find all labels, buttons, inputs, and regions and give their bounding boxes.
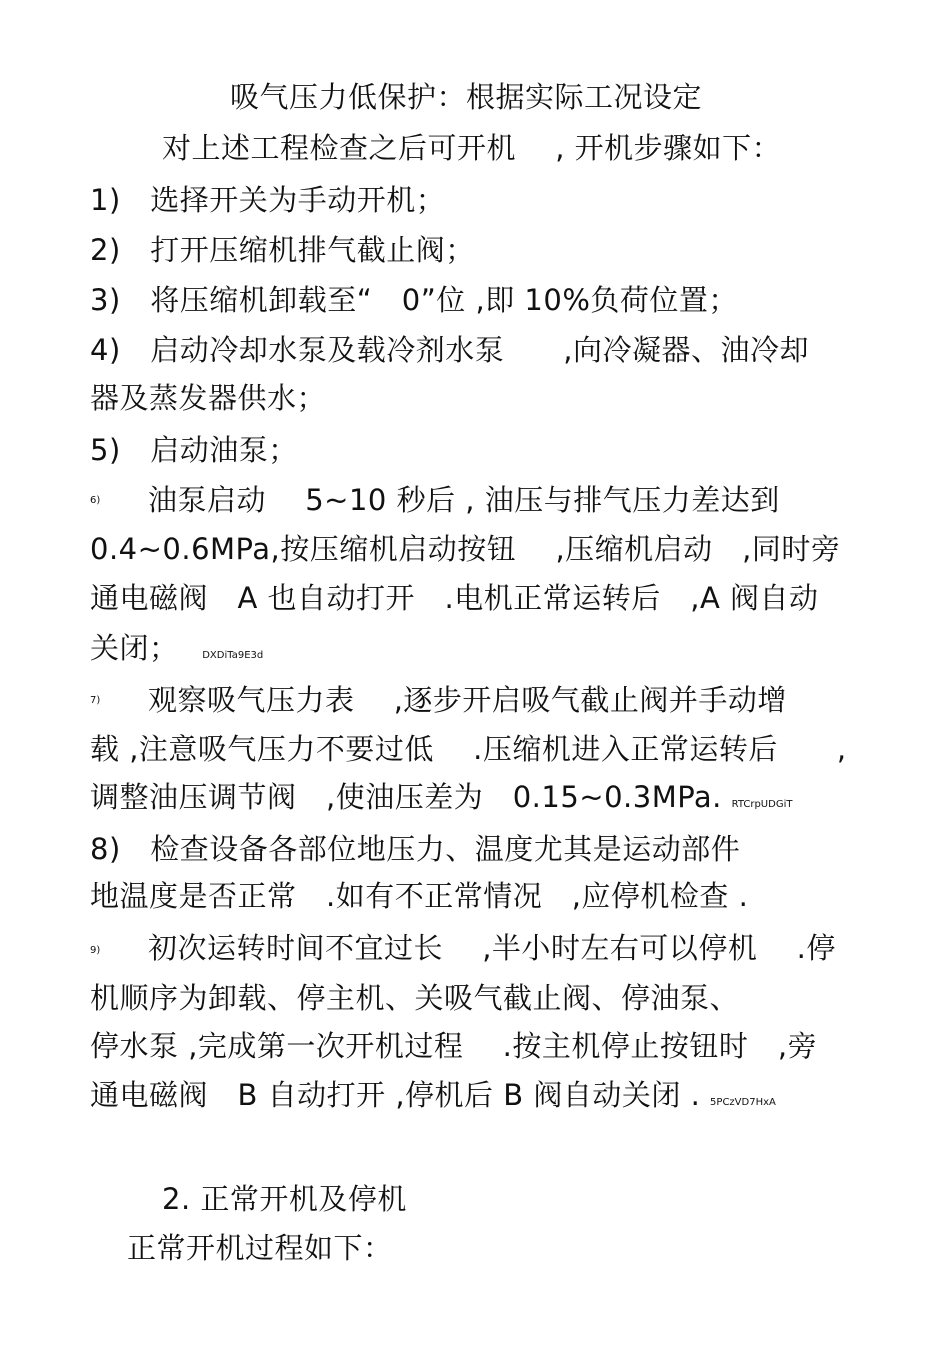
- step-3: 3) 将压缩机卸载至“ 0”位 ,即 10%负荷位置；: [90, 283, 738, 317]
- section-heading: 2. 正常开机及停机: [162, 1182, 407, 1216]
- step-6-text: 关闭；: [90, 631, 179, 665]
- step-7-line-3: [90, 779, 792, 823]
- step-6-code: DXDiTa9E3d: [202, 650, 264, 661]
- step-8-line-1: 8) 检查设备各部位地压力、温度尤其是运动部件: [90, 832, 741, 866]
- step-9-line-1: 初次运转时间不宜过长 ,半小时左右可以停机 .停: [148, 931, 836, 965]
- step-4-line-1: 4) 启动冷却水泵及载冷剂水泵 ,向冷凝器、油冷却: [90, 333, 809, 367]
- step-2: 2) 打开压缩机排气截止阀；: [90, 233, 475, 267]
- step-5: 5) 启动油泵；: [90, 433, 298, 467]
- step-1: 1) 选择开关为手动开机；: [90, 183, 446, 217]
- step-4-line-2: 器及蒸发器供水；: [90, 381, 327, 415]
- step-9-line-3: 停水泵 ,完成第一次开机过程 .按主机停止按钮时 ,旁: [90, 1029, 818, 1063]
- step-7-line-1: 观察吸气压力表 ,逐步开启吸气截止阀并手动增: [148, 683, 787, 717]
- step-9-text: 通电磁阀 B 自动打开 ,停机后 B 阀自动关闭 .: [90, 1078, 701, 1112]
- step-7-number: 7): [90, 695, 101, 706]
- step-6-line-1: 油泵启动 5~10 秒后 , 油压与排气压力差达到: [148, 483, 780, 517]
- step-6-number: 6): [90, 495, 101, 506]
- step-6-line-2: 0.4~0.6MPa,按压缩机启动按钮 ,压缩机启动 ,同时旁: [90, 532, 841, 566]
- step-9-number: 9): [90, 945, 101, 956]
- step-8-line-2: 地温度是否正常 .如有不正常情况 ,应停机检查 .: [90, 879, 749, 913]
- section-intro: 正常开机过程如下：: [127, 1231, 393, 1265]
- step-7-text: 调整油压调节阀 ,使油压差为 0.15~0.3MPa.: [90, 780, 722, 814]
- step-9-line-2: 机顺序为卸载、停主机、关吸气截止阀、停油泵、: [90, 981, 740, 1015]
- step-6-line-4: [90, 630, 263, 674]
- title-line: 吸气压力低保护：根据实际工况设定: [230, 80, 703, 114]
- step-9-code: 5PCzVD7HxA: [710, 1097, 776, 1108]
- step-9-line-4: [90, 1077, 776, 1121]
- step-7-line-2: 载 ,注意吸气压力不要过低 .压缩机进入正常运转后 ,: [90, 732, 847, 766]
- intro-line: 对上述工程检查之后可开机 , 开机步骤如下：: [162, 131, 782, 165]
- step-7-code: RTCrpUDGiT: [731, 799, 793, 810]
- step-6-line-3: 通电磁阀 A 也自动打开 .电机正常运转后 ,A 阀自动: [90, 581, 819, 615]
